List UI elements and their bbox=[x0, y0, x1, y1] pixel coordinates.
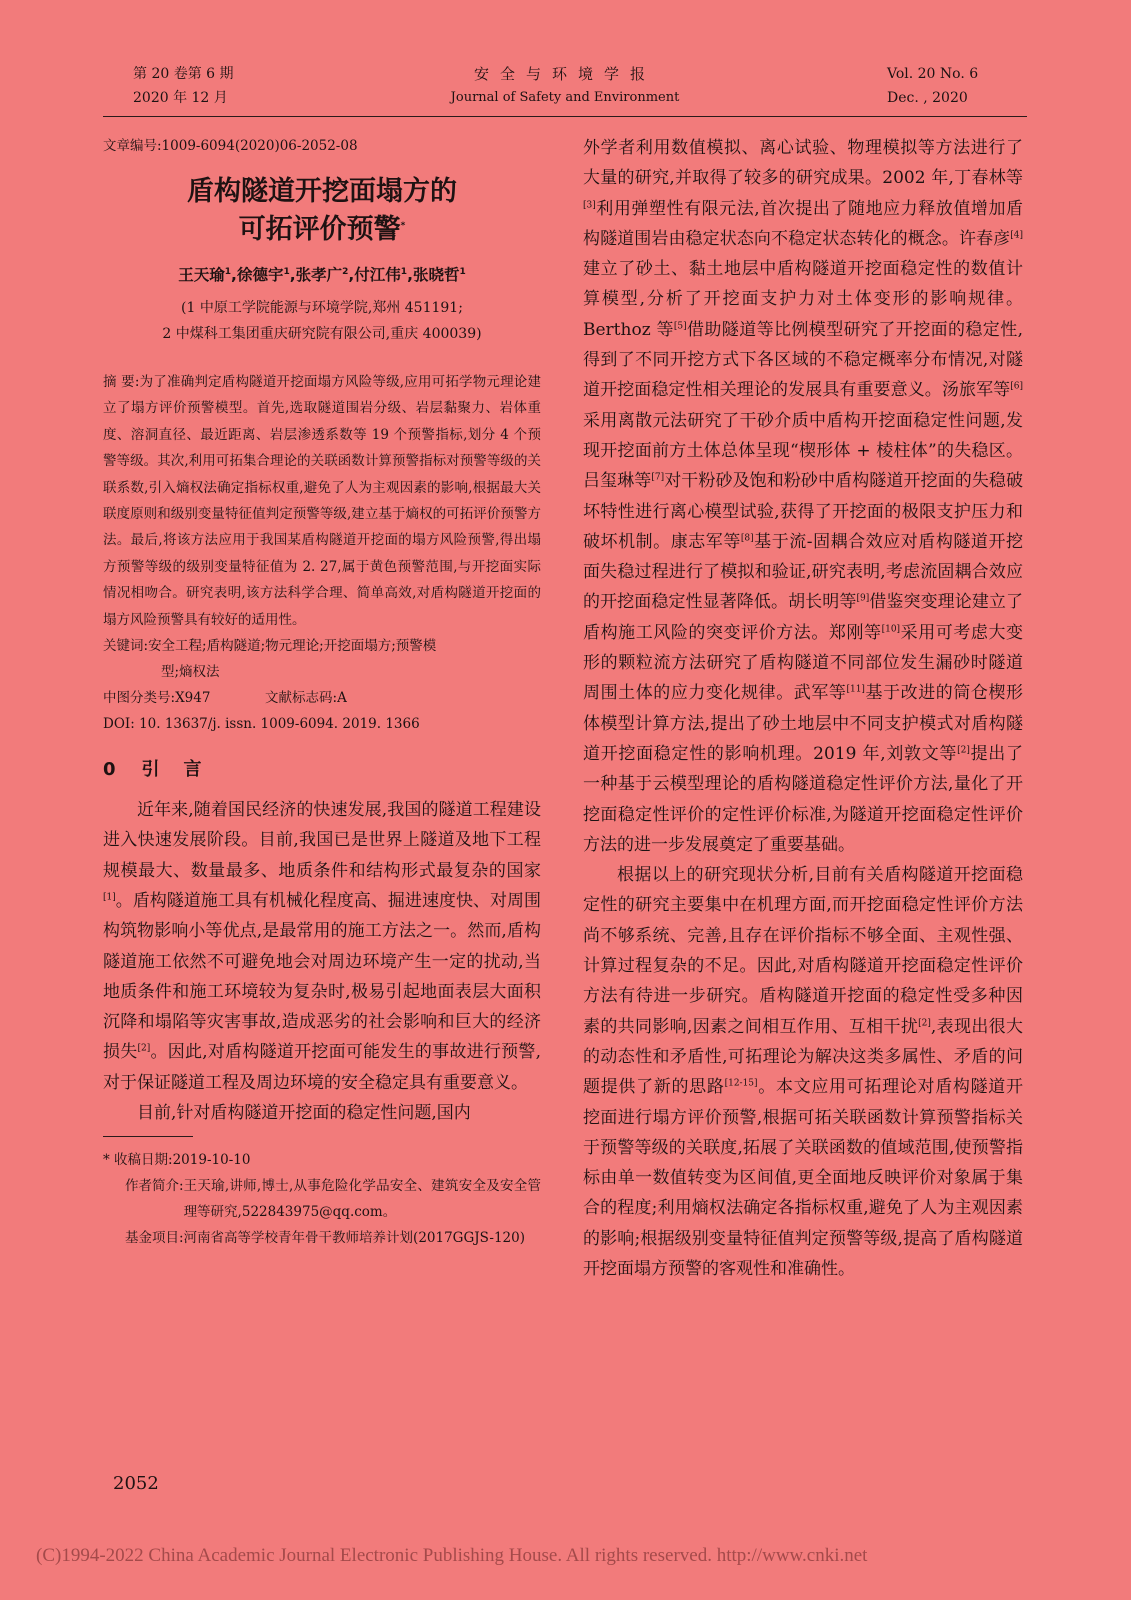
paragraph-text: 近年来,随着国民经济的快速发展,我国的隧道工程建设进入快速发展阶段。目前,我国已是世界上隧道及地下工程规模最大、数量最多、地质条件和结构形式最复杂的国家 bbox=[103, 800, 541, 881]
header-volume-info bbox=[133, 62, 234, 110]
page-number: 2052 bbox=[113, 1473, 159, 1494]
paragraph-text: 利用弹塑性有限元法,首次提出了随地应力释放值增加盾构隧道围岩由稳定状态向不稳定状态转化的概念。许春彦 bbox=[583, 198, 1023, 249]
citation-ref: [1] bbox=[103, 892, 116, 903]
abstract-label: 摘 要: bbox=[103, 374, 140, 390]
left-body bbox=[103, 795, 541, 1128]
citation-ref: [12-15] bbox=[724, 1078, 758, 1089]
body-paragraph bbox=[103, 795, 541, 1098]
author-separator: , bbox=[348, 266, 355, 284]
citation-ref: [5] bbox=[673, 321, 687, 332]
paragraph-text: 基于改进的筒仓楔形体模型计算方法,提出了砂土地层中不同支护模式对盾构隧道开挖面稳定性的影响机理。2019 年,刘敦文等 bbox=[583, 683, 1024, 764]
paragraph-text: 采用可考虑大变形的颗粒流方法研究了盾构隧道不同部位发生漏砂时隧道周围土体的应力变化规律。武军等 bbox=[583, 622, 1024, 704]
keywords bbox=[103, 633, 541, 685]
paragraph-text: 建立了砂土、黏土地层中盾构隧道开挖面稳定性的数值计算模型,分析了开挖面支护力对土体变形的影响规律。Berthoz 等 bbox=[583, 259, 1023, 340]
footnote-rule bbox=[103, 1136, 193, 1137]
citation-ref: [2] bbox=[918, 1017, 931, 1028]
bio-text: 王天瑜,讲师,博士,从事危险化学品安全、建筑安全及安全管理等研究,522843975@qq.com。 bbox=[183, 1178, 541, 1221]
author-name: 王天瑜 bbox=[178, 266, 225, 284]
citation-ref: [7] bbox=[651, 472, 665, 483]
citation-ref: [4] bbox=[1010, 230, 1023, 241]
affiliation-2: 2 中煤科工集团重庆研究院有限公司,重庆 400039) bbox=[162, 326, 482, 342]
clc-label: 中图分类号: bbox=[103, 690, 176, 707]
author-name: 张孝广 bbox=[295, 266, 343, 284]
citation-ref: [2] bbox=[137, 1043, 151, 1054]
abstract-text: 为了准确判定盾构隧道开挖面塌方风险等级,应用可拓学物元理论建立了塌方评价预警模型。首先,选取隧道围岩分级、岩层黏聚力、岩体重度、溶洞直径、最近距离、岩层渗透系数等 19 个预警指标,划分 4 个预警等级。其次,利用可拓集合理论的关联函数计算预警指标对预警等级的关联系数,引入熵权法确定指标权重,避免了人为主观因素的影响,根据最大关联度原则和级别变量特征值判定预警等级,建立基于熵权的可拓评价预警方法。最后,将该方法应用于我国某盾构隧道开挖面的塌方风险预警,得出塌方预警等级的级别变量特征值为 2. 27,属于黄色预警范围,与开挖面实际情况相吻合。研究表明,该方法科学合理、简单高效,对盾构隧道开挖面的塌方风险预警具有较好的适用性。 bbox=[103, 374, 541, 628]
author-name: 付江伟 bbox=[354, 266, 401, 284]
footnotes bbox=[103, 1147, 541, 1251]
citation-ref: [3] bbox=[583, 199, 596, 210]
header-date: 2020 年 12 月 bbox=[133, 90, 228, 106]
section-number: 0 bbox=[103, 759, 116, 781]
paragraph-text: 对干粉砂及饱和粉砂中盾构隧道开挖面的失稳破坏特性进行离心模型试验,获得了开挖面的极限支护压力和破坏机制。康志军等 bbox=[583, 471, 1024, 552]
title-line2-text: 可拓评价预警 bbox=[238, 214, 401, 245]
paragraph-text: 提出了一种基于云模型理论的盾构隧道稳定性评价方法,量化了开挖面稳定性评价的定性评价标准,为隧道开挖面稳定性评价方法的进一步发展奠定了重要基础。 bbox=[583, 743, 1023, 855]
clc-value: X947 bbox=[175, 690, 211, 707]
citation-ref: [11] bbox=[846, 684, 865, 695]
header-volume-en bbox=[887, 62, 978, 110]
fund-label: 基金项目: bbox=[125, 1230, 184, 1247]
section-heading bbox=[103, 755, 541, 781]
left-column bbox=[103, 131, 541, 1251]
doi: DOI: 10. 13637/j. issn. 1009-6094. 2019. 1366 bbox=[103, 716, 420, 733]
author-affiliation-mark: 1 bbox=[459, 266, 466, 277]
body-paragraph bbox=[583, 860, 1023, 1284]
body-paragraph bbox=[583, 133, 1023, 860]
header-journal bbox=[400, 62, 730, 110]
keywords-line1: 安全工程;盾构隧道;物元理论;开挖面塌方;预警模 bbox=[148, 638, 437, 655]
title-line2 bbox=[103, 211, 541, 249]
author-name: 徐德宇 bbox=[236, 266, 284, 284]
paragraph-text: 。因此,对盾构隧道开挖面可能发生的事故进行预警,对于保证隧道工程及周边环境的安全稳定具有重要意义。 bbox=[103, 1042, 541, 1093]
keywords-label: 关键词: bbox=[103, 638, 149, 655]
fund-text: 河南省高等学校青年骨干教师培养计划(2017GGJS-120) bbox=[183, 1230, 526, 1247]
paragraph-text: 借助隧道等比例模型研究了开挖面的稳定性,得到了不同开挖方式下各区域的不稳定概率分布情况,对隧道开挖面稳定性相关理论的发展具有重要意义。汤旅军等 bbox=[583, 319, 1023, 401]
affiliations bbox=[103, 295, 541, 347]
author-name: 张晓哲 bbox=[412, 266, 460, 284]
header-volume-en-line2: Dec. , 2020 bbox=[887, 90, 968, 106]
author-affiliation-mark: 1 bbox=[224, 266, 232, 277]
paragraph-text: 外学者利用数值模拟、离心试验、物理模拟等方法进行了大量的研究,并取得了较多的研究成果。2002 年,丁春林等 bbox=[583, 138, 1023, 189]
citation-ref: [2] bbox=[957, 745, 970, 756]
author-separator: , bbox=[231, 266, 237, 284]
author-list bbox=[103, 263, 541, 285]
paragraph-text: 借鉴突变理论建立了盾构施工风险的突变评价方法。郑刚等 bbox=[583, 592, 1024, 643]
header-volume-en-line1: Vol. 20 No. 6 bbox=[887, 66, 979, 82]
header-volume: 第 20 卷第 6 期 bbox=[133, 66, 234, 82]
citation-ref: [10] bbox=[881, 624, 901, 635]
received-label: * 收稿日期: bbox=[103, 1152, 173, 1169]
footnote-received bbox=[103, 1147, 541, 1173]
author-affiliation-mark: 2 bbox=[342, 266, 349, 277]
body-paragraph bbox=[103, 1098, 541, 1128]
classification bbox=[103, 685, 541, 711]
author-affiliation-mark: 1 bbox=[283, 266, 290, 277]
paragraph-text: 目前,针对盾构隧道开挖面的稳定性问题,国内 bbox=[137, 1103, 471, 1124]
affiliation-1: (1 中原工学院能源与环境学院,郑州 451191; bbox=[181, 300, 463, 316]
section-title: 引言 bbox=[141, 759, 226, 781]
author-affiliation-mark: 1 bbox=[400, 266, 408, 277]
title-footnote-mark: * bbox=[400, 221, 406, 231]
citation-ref: [6] bbox=[1010, 381, 1023, 392]
author-separator: , bbox=[289, 266, 296, 284]
paragraph-text: 基于流-固耦合效应对盾构隧道开挖面失稳过程进行了模拟和验证,研究表明,考虑流固耦合效应的开挖面稳定性显著降低。胡长明等 bbox=[583, 531, 1024, 613]
author-separator: , bbox=[407, 266, 413, 284]
paragraph-text: 根据以上的研究现状分析,目前有关盾构隧道开挖面稳定性的研究主要集中在机理方面,而开挖面稳定性评价方法尚不够系统、完善,且存在评价指标不够全面、主观性强、计算过程复杂的不足。因此,对盾构隧道开挖面稳定性评价方法有待进一步研究。盾构隧道开挖面的稳定性受多种因素的共同影响,因素之间相互作用、互相干扰 bbox=[583, 865, 1023, 1037]
copyright-notice: (C)1994-2022 China Academic Journal Electronic Publishing House. All rights reserved. http://www.cnki.net bbox=[36, 1545, 868, 1566]
bio-label: 作者简介: bbox=[125, 1178, 184, 1195]
article-title bbox=[103, 173, 541, 249]
keywords-line2: 型;熵权法 bbox=[161, 664, 220, 681]
paragraph-text: 采用离散元法研究了干砂介质中盾构开挖面稳定性问题,发现开挖面前方土体总体呈现“楔形体 + 棱柱体”的失稳区。吕玺琳等 bbox=[583, 410, 1023, 492]
journal-name-cn: 安全与环境学报 bbox=[473, 65, 656, 83]
citation-ref: [8] bbox=[740, 533, 754, 544]
header-rule bbox=[103, 116, 1027, 117]
doc-code-label: 文献标志码: bbox=[265, 690, 338, 707]
right-column bbox=[583, 133, 1023, 1284]
journal-name-en: Journal of Safety and Environment bbox=[450, 90, 680, 105]
abstract bbox=[103, 369, 541, 633]
title-line1: 盾构隧道开挖面塌方的 bbox=[187, 176, 457, 207]
paragraph-text: 。本文应用可拓理论对盾构隧道开挖面进行塌方评价预警,根据可拓关联函数计算预警指标关于预警等级的关联度,拓展了关联函数的值域范围,使预警指标由单一数值转变为区间值,更全面地反映评价对象属于集合的程度;利用熵权法确定各指标权重,避免了人为主观因素的影响;根据级别变量特征值判定预警等级,提高了盾构隧道开挖面塌方预警的客观性和准确性。 bbox=[583, 1077, 1024, 1279]
article-number: 文章编号:1009-6094(2020)06-2052-08 bbox=[103, 138, 358, 154]
paragraph-text: ,表现出很大的动态性和矛盾性,可拓理论为解决这类多属性、矛盾的问题提供了新的思路 bbox=[583, 1016, 1023, 1098]
citation-ref: [9] bbox=[856, 593, 870, 604]
paragraph-text: 。盾构隧道施工具有机械化程度高、掘进速度快、对周围构筑物影响小等优点,是最常用的施工方法之一。然而,盾构隧道施工依然不可避免地会对周边环境产生一定的扰动,当地质条件和施工环境较为复杂时,极易引起地面表层大面积沉降和塌陷等灾害事故,造成恶劣的社会影响和巨大的经济损失 bbox=[103, 890, 541, 1063]
footnote-fund bbox=[103, 1225, 541, 1251]
footnote-bio bbox=[103, 1173, 541, 1225]
doc-code-value: A bbox=[337, 690, 347, 707]
received-date: 2019-10-10 bbox=[172, 1152, 251, 1169]
